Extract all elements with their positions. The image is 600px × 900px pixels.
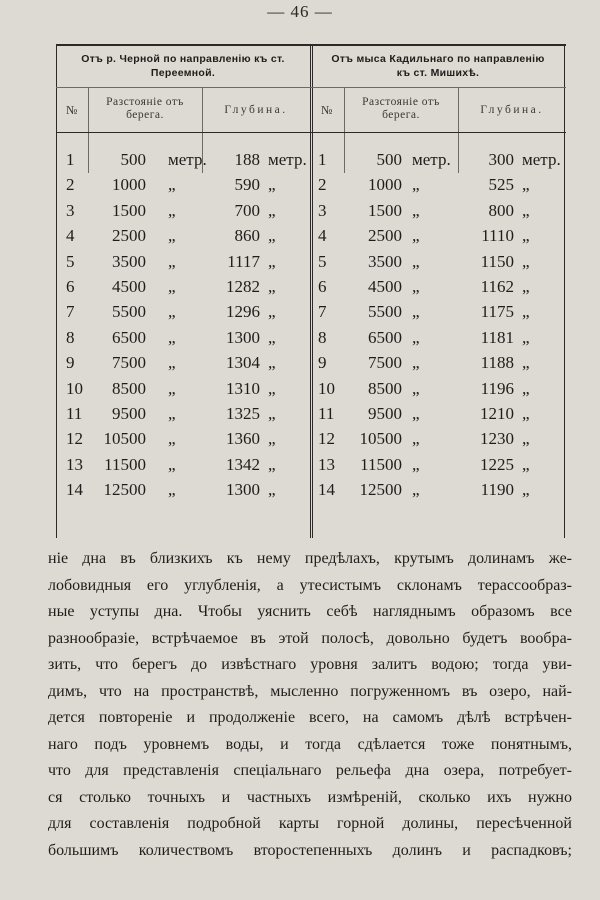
header-subdivider <box>56 87 566 88</box>
right-dist-unit-cell: метр. <box>412 150 451 169</box>
right-num-cell: 7 <box>318 302 327 322</box>
right-col-distance-header-line2: берега. <box>382 109 420 121</box>
right-num-cell: 2 <box>318 175 327 195</box>
paragraph-line: большимъ количествомъ второстепенныхъ долинъ и распадковъ; <box>48 841 572 859</box>
right-dist-cell: 6500 <box>368 327 402 347</box>
paragraph-line: что для представленія спеціальнаго рельефа дна озера, потребует- <box>48 762 572 779</box>
right-num-cell: 9 <box>318 353 327 373</box>
right-depth-cell: 800 <box>488 200 514 220</box>
left-dist-unit-cell: „ <box>168 200 176 220</box>
depth-table <box>56 44 566 538</box>
right-depth-cell: 1196 <box>480 378 514 398</box>
left-depth-unit-cell: метр. <box>268 150 307 169</box>
left-depth-cell: 1117 <box>227 251 260 271</box>
table-row <box>56 222 566 247</box>
left-dist-unit-cell: „ <box>168 276 176 296</box>
right-dist-cell: 2500 <box>368 226 402 246</box>
left-dist-unit-cell: „ <box>168 480 176 500</box>
right-depth-unit-cell: „ <box>522 480 530 500</box>
left-num-cell: 12 <box>66 429 83 449</box>
left-depth-unit-cell: „ <box>268 454 276 474</box>
right-num-cell: 4 <box>318 226 327 246</box>
table-row <box>56 349 566 374</box>
table-row <box>56 197 566 222</box>
table-row <box>56 171 566 196</box>
left-depth-cell: 188 <box>234 150 260 169</box>
right-col-distance-header-line1: Разстояніе отъ <box>362 96 440 108</box>
left-depth-cell: 1296 <box>226 302 260 322</box>
right-depth-cell: 1162 <box>480 276 514 296</box>
left-depth-cell: 1342 <box>226 454 260 474</box>
right-depth-cell: 300 <box>488 150 514 169</box>
body-paragraph <box>48 546 572 864</box>
left-num-cell: 1 <box>66 150 75 169</box>
left-dist-cell: 11500 <box>104 454 146 474</box>
right-dist-unit-cell: „ <box>412 480 420 500</box>
left-dist-unit-cell: „ <box>168 302 176 322</box>
right-depth-unit-cell: „ <box>522 403 530 423</box>
right-dist-unit-cell: „ <box>412 429 420 449</box>
right-depth-cell: 1225 <box>480 454 514 474</box>
left-dist-cell: 3500 <box>112 251 146 271</box>
right-dist-unit-cell: „ <box>412 302 420 322</box>
left-dist-unit-cell: „ <box>168 175 176 195</box>
left-col-num-header: № <box>66 103 78 117</box>
right-depth-unit-cell: „ <box>522 251 530 271</box>
left-num-cell: 11 <box>66 403 83 423</box>
left-group-title-line2: Переемной. <box>150 67 216 79</box>
left-depth-cell: 1325 <box>226 403 260 423</box>
left-group-title <box>56 52 310 80</box>
right-dist-cell: 5500 <box>368 302 402 322</box>
left-depth-cell: 590 <box>234 175 260 195</box>
right-depth-unit-cell: метр. <box>522 150 561 169</box>
left-num-cell: 6 <box>66 276 75 296</box>
right-dist-unit-cell: „ <box>412 454 420 474</box>
right-depth-cell: 1188 <box>480 353 514 373</box>
left-dist-cell: 6500 <box>112 327 146 347</box>
left-depth-unit-cell: „ <box>268 403 276 423</box>
right-dist-unit-cell: „ <box>412 403 420 423</box>
right-dist-cell: 500 <box>376 150 402 169</box>
left-dist-unit-cell: „ <box>168 454 176 474</box>
left-col-distance-header-line1: Разстояніе отъ <box>106 96 184 108</box>
paragraph-line: димъ, что на пространствѣ, мысленно погруженномъ въ озеро, най- <box>48 682 572 700</box>
right-dist-cell: 9500 <box>368 403 402 423</box>
right-depth-unit-cell: „ <box>522 327 530 347</box>
left-dist-cell: 1000 <box>112 175 146 195</box>
left-depth-unit-cell: „ <box>268 353 276 373</box>
table-row <box>56 248 566 273</box>
paragraph-line: для составленія подробной карты горной долины, пересѣченной <box>48 815 572 832</box>
left-dist-unit-cell: „ <box>168 378 176 398</box>
paragraph-line: наго подъ уровнемъ воды, и тогда сдѣлается тоже понятнымъ, <box>48 735 572 753</box>
right-depth-unit-cell: „ <box>522 226 530 246</box>
left-depth-cell: 860 <box>234 226 260 246</box>
left-dist-cell: 10500 <box>103 429 146 449</box>
right-col-depth-header: Глубина. <box>480 104 544 116</box>
table-row <box>56 451 566 476</box>
left-depth-cell: 1300 <box>226 327 260 347</box>
left-col-distance-header-line2: берега. <box>126 109 164 121</box>
left-num-cell: 10 <box>66 378 83 398</box>
left-depth-unit-cell: „ <box>268 251 276 271</box>
right-num-cell: 3 <box>318 200 327 220</box>
left-col-depth-header: Глубина. <box>224 104 288 116</box>
right-num-cell: 10 <box>318 378 335 398</box>
left-dist-unit-cell: „ <box>168 327 176 347</box>
table-row <box>56 476 566 501</box>
right-col-distance-header <box>344 96 458 122</box>
left-num-cell: 3 <box>66 200 75 220</box>
right-depth-unit-cell: „ <box>522 378 530 398</box>
right-group-title-line2: къ ст. Мишихѣ. <box>396 67 480 79</box>
right-num-cell: 11 <box>318 403 335 423</box>
right-depth-cell: 525 <box>488 175 514 195</box>
left-dist-cell: 5500 <box>112 302 146 322</box>
right-depth-cell: 1210 <box>480 403 514 423</box>
right-dist-unit-cell: „ <box>412 200 420 220</box>
right-num-cell: 5 <box>318 251 327 271</box>
paragraph-line: разнообразіе, встрѣчаемое въ этой полосѣ, довольно будетъ вообра- <box>48 629 572 647</box>
right-num-cell: 13 <box>318 454 335 474</box>
right-depth-unit-cell: „ <box>522 429 530 449</box>
left-depth-unit-cell: „ <box>268 378 276 398</box>
right-dist-cell: 12500 <box>359 480 402 500</box>
paragraph-line: дется повтореніе и продолженіе всего, на самомъ дѣлѣ встрѣчен- <box>48 709 572 726</box>
right-dist-unit-cell: „ <box>412 175 420 195</box>
right-dist-unit-cell: „ <box>412 327 420 347</box>
left-dist-cell: 9500 <box>112 403 146 423</box>
right-depth-unit-cell: „ <box>522 302 530 322</box>
right-depth-cell: 1110 <box>481 226 514 246</box>
left-depth-cell: 1310 <box>226 378 260 398</box>
right-dist-cell: 11500 <box>360 454 402 474</box>
table-row <box>56 146 566 171</box>
right-dist-unit-cell: „ <box>412 378 420 398</box>
left-dist-unit-cell: метр. <box>168 150 207 169</box>
left-dist-cell: 2500 <box>112 226 146 246</box>
right-dist-cell: 4500 <box>368 276 402 296</box>
left-num-cell: 9 <box>66 353 75 373</box>
right-depth-unit-cell: „ <box>522 276 530 296</box>
right-dist-cell: 8500 <box>368 378 402 398</box>
left-num-cell: 2 <box>66 175 75 195</box>
right-depth-unit-cell: „ <box>522 353 530 373</box>
right-depth-cell: 1175 <box>480 302 514 322</box>
right-num-cell: 14 <box>318 480 335 500</box>
table-body <box>56 146 566 501</box>
right-depth-cell: 1190 <box>480 480 514 500</box>
right-dist-cell: 1000 <box>368 175 402 195</box>
left-dist-cell: 4500 <box>112 276 146 296</box>
left-depth-unit-cell: „ <box>268 200 276 220</box>
left-dist-unit-cell: „ <box>168 403 176 423</box>
right-depth-cell: 1230 <box>480 429 514 449</box>
left-num-cell: 13 <box>66 454 83 474</box>
left-group-title-line1: Отъ р. Черной по направленію къ ст. <box>81 53 285 65</box>
right-num-cell: 1 <box>318 150 327 169</box>
right-depth-cell: 1181 <box>480 327 514 347</box>
paragraph-line: ніе дна въ близкихъ къ нему предѣлахъ, крутымъ долинамъ же- <box>48 550 572 567</box>
left-num-cell: 8 <box>66 327 75 347</box>
left-depth-cell: 1300 <box>226 480 260 500</box>
right-depth-unit-cell: „ <box>522 175 530 195</box>
left-col-distance-header <box>88 96 202 122</box>
left-depth-unit-cell: „ <box>268 175 276 195</box>
left-depth-unit-cell: „ <box>268 429 276 449</box>
right-depth-cell: 1150 <box>480 251 514 271</box>
paragraph-line: ные уступы дна. Чтобы уяснить себѣ нагляднымъ образомъ все <box>48 603 572 620</box>
left-depth-unit-cell: „ <box>268 276 276 296</box>
left-depth-cell: 1360 <box>226 429 260 449</box>
left-dist-unit-cell: „ <box>168 251 176 271</box>
left-dist-cell: 500 <box>120 150 146 169</box>
right-dist-cell: 10500 <box>359 429 402 449</box>
left-depth-cell: 1304 <box>226 353 260 373</box>
right-dist-cell: 1500 <box>368 200 402 220</box>
table-row <box>56 298 566 323</box>
left-depth-unit-cell: „ <box>268 226 276 246</box>
table-row <box>56 324 566 349</box>
table-row <box>56 273 566 298</box>
left-dist-cell: 7500 <box>112 353 146 373</box>
right-depth-unit-cell: „ <box>522 200 530 220</box>
table-row <box>56 425 566 450</box>
right-num-cell: 12 <box>318 429 335 449</box>
table-row <box>56 400 566 425</box>
right-dist-unit-cell: „ <box>412 276 420 296</box>
right-depth-unit-cell: „ <box>522 454 530 474</box>
right-dist-cell: 3500 <box>368 251 402 271</box>
left-dist-cell: 12500 <box>103 480 146 500</box>
right-dist-unit-cell: „ <box>412 251 420 271</box>
right-group-title-line1: Отъ мыса Кадильнаго по направленію <box>331 53 545 65</box>
left-dist-unit-cell: „ <box>168 429 176 449</box>
left-depth-unit-cell: „ <box>268 480 276 500</box>
right-group-title <box>310 52 566 80</box>
header-bottom-rule <box>56 132 566 133</box>
left-num-cell: 4 <box>66 226 75 246</box>
paragraph-line: зить, что берегъ до извѣстнаго уровня залитъ водою; тогда уви- <box>48 656 572 673</box>
right-dist-unit-cell: „ <box>412 353 420 373</box>
paragraph-line: лобовидныя его углубленія, а утесистымъ склонамъ терассообраз- <box>48 576 572 594</box>
left-dist-unit-cell: „ <box>168 226 176 246</box>
right-num-cell: 6 <box>318 276 327 296</box>
left-depth-unit-cell: „ <box>268 302 276 322</box>
right-col-num-header: № <box>321 103 333 117</box>
left-num-cell: 5 <box>66 251 75 271</box>
left-depth-unit-cell: „ <box>268 327 276 347</box>
paragraph-line: ся столько точныхъ и частныхъ измѣреній, сколько ихъ нужно <box>48 788 572 806</box>
left-dist-cell: 8500 <box>112 378 146 398</box>
left-dist-cell: 1500 <box>112 200 146 220</box>
right-dist-cell: 7500 <box>368 353 402 373</box>
right-num-cell: 8 <box>318 327 327 347</box>
table-row <box>56 375 566 400</box>
page-number: — 46 — <box>267 2 333 21</box>
left-depth-cell: 1282 <box>226 276 260 296</box>
left-num-cell: 7 <box>66 302 75 322</box>
left-num-cell: 14 <box>66 480 83 500</box>
left-depth-cell: 700 <box>234 200 260 220</box>
right-dist-unit-cell: „ <box>412 226 420 246</box>
left-dist-unit-cell: „ <box>168 353 176 373</box>
